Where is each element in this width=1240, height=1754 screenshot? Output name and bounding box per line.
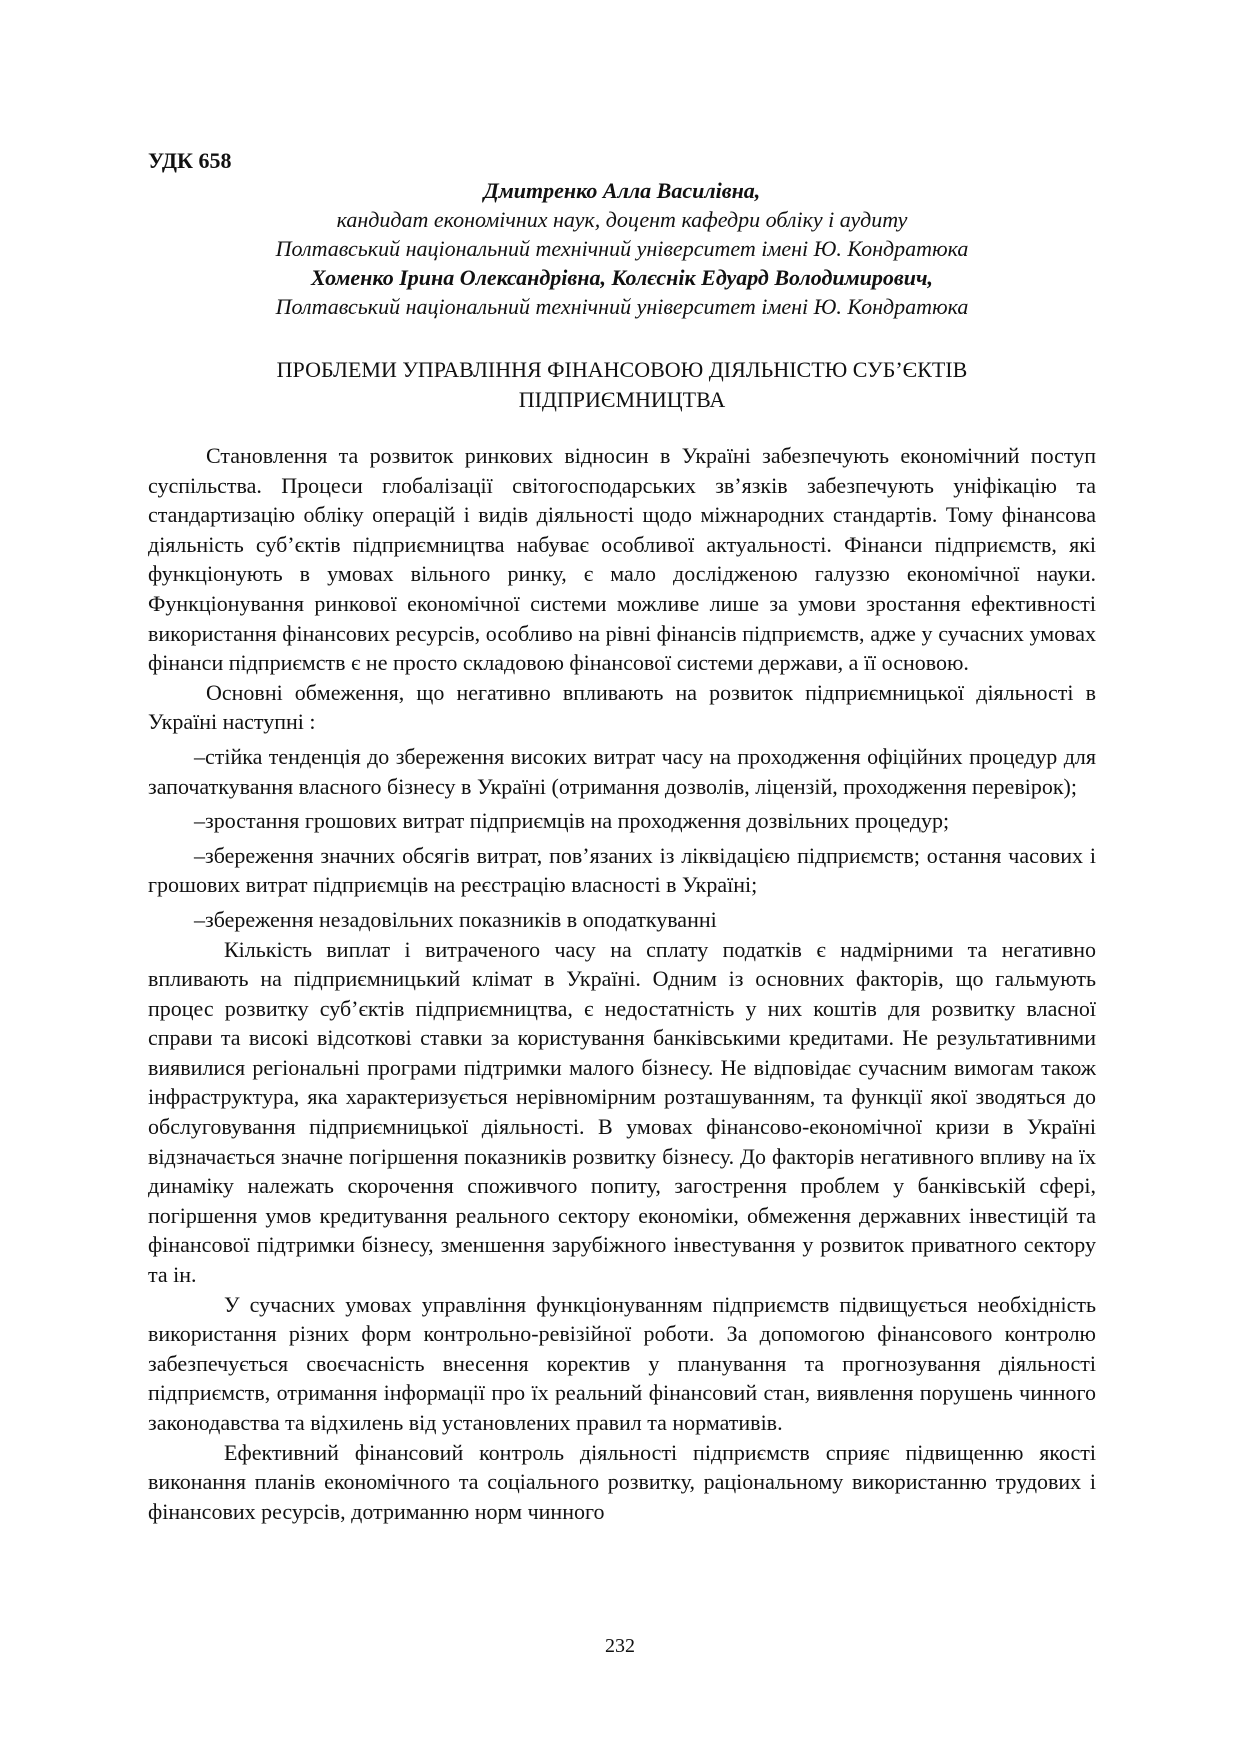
author-1-affiliation: Полтавський національний технічний університет імені Ю. Кондратюка (275, 236, 969, 261)
paragraph-4: У сучасних умовах управління функціонуванням підприємств підвищується необхідність використання різних форм контрольно-ревізійної роботи. За допомогою фінансового контролю забезпечується своєчасність внесення коректив у планування та прогнозування діяльності підприємств, отримання інформації про їх реальний фінансовий стан, виявлення порушень чинного законодавства та відхилень від установлених правил та нормативів. (148, 1291, 1096, 1435)
paragraph-1: Становлення та розвиток ринкових відносин в Україні забезпечують економічний поступ суспільства. Процеси глобалізації світогосподарських зв’язків забезпечують уніфікацію та стандартизацію обліку операцій і видів діяльності щодо міжнародних стандартів. Тому фінансова діяльність суб’єктів підприємництва набуває особливої актуальності. Фінанси підприємств, які функціонують в умовах вільного ринку, є мало дослідженою галуззю економічної науки. Функціонування ринкової економічної системи можливе лише за умови зростання ефективності використання фінансових ресурсів, особливо на рівні фінансів підприємств, адже у сучасних умовах фінанси підприємств є не просто складовою фінансової системи держави, а її основою. (148, 443, 1096, 676)
paragraph-5: Ефективний фінансовий контроль діяльності підприємств сприяє підвищенню якості виконання планів економічного та соціального розвитку, раціональному використанню трудових і фінансових ресурсів, дотриманню норм чинного (148, 1439, 1096, 1524)
paper-page (148, 146, 1096, 1526)
coauthors-names: Хоменко Ірина Олександрівна, Колєснік Едуард Володимирович, (310, 265, 934, 290)
paper-title-line-1: ПРОБЛЕМИ УПРАВЛІННЯ ФІНАНСОВОЮ ДІЯЛЬНІСТЮ СУБ’ЄКТІВ (276, 357, 968, 382)
author-1-position: кандидат економічних наук, доцент кафедри обліку і аудиту (336, 207, 908, 232)
list-item-1: –стійка тенденція до збереження високих витрат часу на проходження офіційних процедур для започаткування власного бізнесу в Україні (отримання дозволів, ліцензій, проходження перевірок); (148, 743, 1096, 799)
paragraph-3: Кількість виплат і витраченого часу на сплату податків є надмірними та негативно впливають на підприємницький клімат в Україні. Одним із основних факторів, що гальмують процес розвитку суб’єктів підприємництва, є недостатність у них коштів для розвитку власної справи та високі відсоткові ставки за користування банківськими кредитами. Не результативними виявилися регіональні програми підтримки малого бізнесу. Не відповідає сучасним вимогам також інфраструктура, яка характеризується нерівномірним розташуванням, та функції якої зводяться до обслуговування підприємницької діяльності. В умовах фінансово-економічної кризи в Україні відзначається значне погіршення показників розвитку бізнесу. До факторів негативного впливу на їх динаміку належать скорочення споживчого попиту, загострення проблем у банківській сфері, погіршення умов кредитування реального сектору економіки, обмеження державних інвестицій та фінансової підтримки бізнесу, зменшення зарубіжного інвестування у розвиток приватного сектору та ін. (148, 936, 1096, 1288)
author-block (148, 176, 1096, 321)
list-item-4: –збереження незадовільних показників в оподаткуванні (194, 906, 717, 932)
paper-title-line-2: ПІДПРИЄМНИЦТВА (518, 387, 726, 412)
author-1-name: Дмитренко Алла Василівна, (483, 178, 761, 203)
paper-title (148, 355, 1096, 415)
udk-code: УДК 658 (148, 148, 232, 173)
list-item-3: –збереження значних обсягів витрат, пов’язаних із ліквідацією підприємств; остання часових і грошових витрат підприємців на реєстрацію власності в Україні; (148, 842, 1096, 898)
coauthors-affiliation: Полтавський національний технічний університет імені Ю. Кондратюка (275, 294, 969, 319)
list-item-2: –зростання грошових витрат підприємців на проходження дозвільних процедур; (194, 808, 950, 834)
page-number: 232 (605, 1635, 635, 1657)
paragraph-2: Основні обмеження, що негативно впливають на розвиток підприємницької діяльності в Україні наступні : (148, 679, 1096, 735)
